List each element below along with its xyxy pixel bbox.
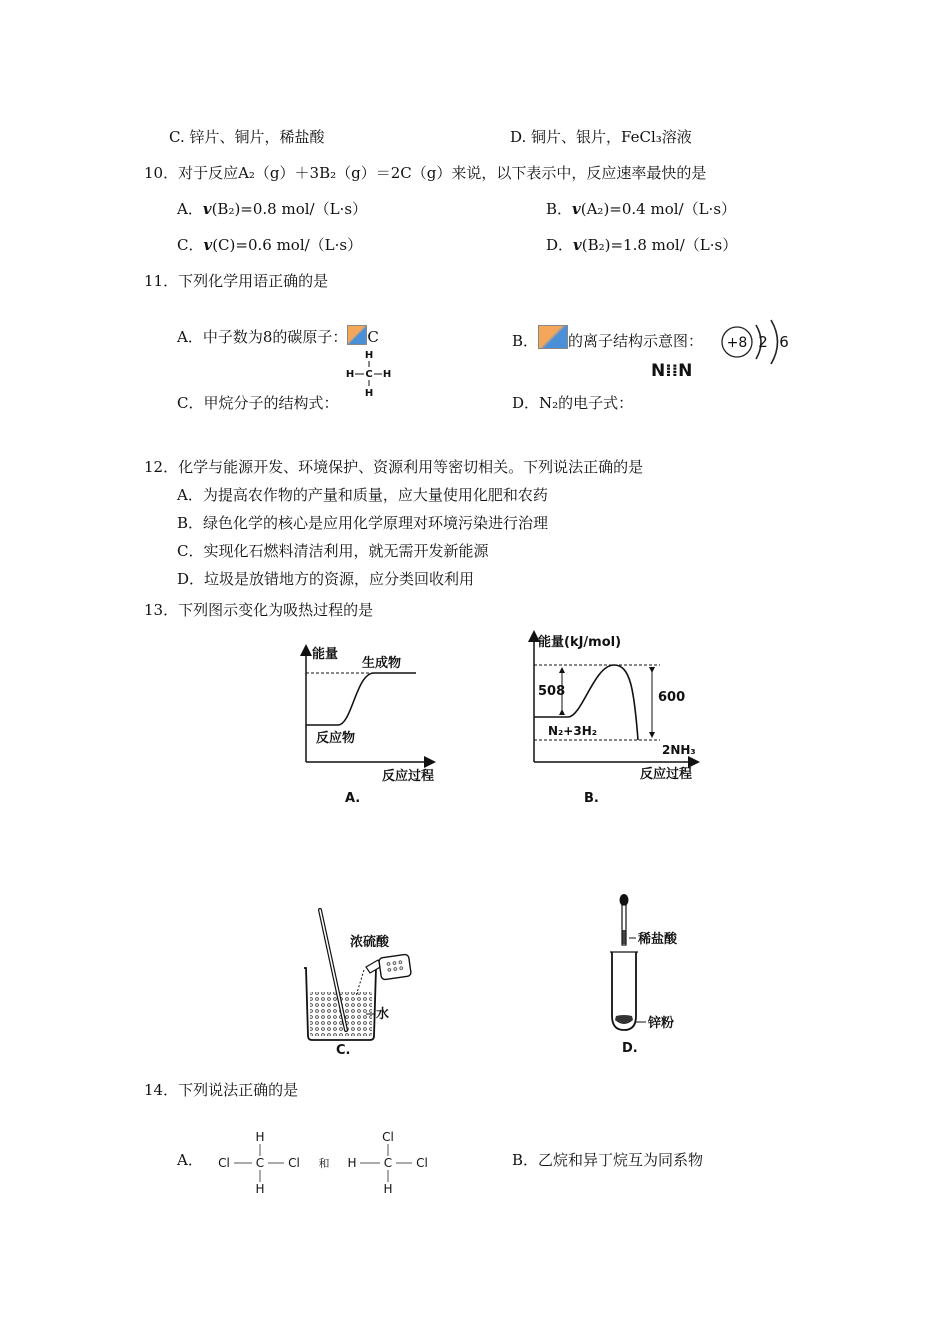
atom-right: Cl bbox=[416, 1156, 428, 1170]
product-label: 生成物 bbox=[362, 656, 402, 671]
acid-label: 稀盐酸 bbox=[638, 932, 678, 947]
acid-bottle bbox=[366, 954, 411, 980]
water-label: 水 bbox=[376, 1007, 390, 1022]
q9-option-c: C. 锌片、铜片，稀盐酸 bbox=[169, 128, 325, 146]
isotope-image-icon bbox=[347, 325, 367, 345]
atom-h-bottom: H bbox=[364, 388, 374, 399]
atom-left: H bbox=[347, 1156, 357, 1170]
q11-option-b bbox=[512, 325, 703, 350]
q10-option-d bbox=[546, 236, 737, 254]
zinc-label: 锌粉 bbox=[648, 1016, 675, 1031]
figure-caption: B. bbox=[584, 791, 599, 806]
molecule-1 bbox=[218, 1130, 300, 1196]
shell-2-electrons: 6 bbox=[779, 333, 789, 351]
option-value: (B₂)=0.8 mol/（L·s） bbox=[211, 200, 368, 218]
figure-caption: A. bbox=[345, 791, 361, 806]
atom-bottom: H bbox=[255, 1182, 265, 1196]
atom-h-right: H bbox=[382, 369, 392, 380]
option-value: (C)=0.6 mol/（L·s） bbox=[212, 236, 363, 254]
atom-center: C bbox=[383, 1156, 393, 1170]
q10-option-c bbox=[177, 236, 362, 254]
element-symbol: C bbox=[367, 328, 379, 346]
energy-curve bbox=[306, 673, 416, 725]
value-600: 600 bbox=[658, 690, 686, 705]
q9-option-d: D. 铜片、银片，FeCl₃溶液 bbox=[510, 128, 692, 146]
molecule-2 bbox=[347, 1130, 427, 1196]
shell-1-electrons: 2 bbox=[758, 333, 768, 351]
q14-option-b: B．乙烷和异丁烷互为同系物 bbox=[512, 1151, 704, 1169]
figure-b-energy-diagram bbox=[512, 628, 712, 810]
dropper-icon bbox=[620, 894, 629, 945]
option-value: (A₂)=0.4 mol/（L·s） bbox=[580, 200, 737, 218]
atom-h-top: H bbox=[364, 350, 374, 361]
atom-h-left: H bbox=[345, 369, 355, 380]
figure-d-test-tube bbox=[598, 892, 708, 1060]
product-label: 2NH₃ bbox=[662, 743, 696, 757]
electron-shell-2 bbox=[771, 320, 778, 364]
reactant-label: N₂+3H₂ bbox=[548, 724, 598, 738]
q11-option-a bbox=[177, 325, 379, 346]
atom-top: H bbox=[255, 1130, 265, 1144]
reactant-label: 反应物 bbox=[316, 731, 356, 746]
nucleus-charge: +8 bbox=[726, 335, 748, 351]
atom-left: Cl bbox=[218, 1156, 230, 1170]
q10-stem: 10．对于反应A₂（g）＋3B₂（g）＝2C（g）来说，以下表示中，反应速率最快的是 bbox=[144, 164, 707, 182]
q10-option-b bbox=[546, 200, 736, 218]
q10-option-a bbox=[177, 200, 367, 218]
figure-a-energy-diagram bbox=[290, 640, 450, 810]
x-axis-label: 反应过程 bbox=[640, 767, 693, 782]
q14-stem: 14．下列说法正确的是 bbox=[144, 1081, 299, 1099]
n2-electron-formula: N⁞⁞N bbox=[651, 361, 693, 381]
atom-top: Cl bbox=[382, 1130, 394, 1144]
atom-bottom: H bbox=[383, 1182, 393, 1196]
q12-option-d: D．垃圾是放错地方的资源，应分类回收利用 bbox=[177, 570, 475, 588]
q12-option-a: A．为提高农作物的产量和质量，应大量使用化肥和农药 bbox=[177, 486, 548, 504]
option-label: C． bbox=[177, 236, 204, 254]
atom-right: Cl bbox=[288, 1156, 300, 1170]
atom-c: C bbox=[365, 369, 373, 380]
q13-stem: 13．下列图示变化为吸热过程的是 bbox=[144, 601, 374, 619]
rate-symbol: v bbox=[573, 236, 582, 254]
option-value: (B₂)=1.8 mol/（L·s） bbox=[581, 236, 738, 254]
option-label: B． bbox=[546, 200, 573, 218]
x-axis-label: 反应过程 bbox=[382, 769, 435, 784]
ion-structure-diagram bbox=[718, 316, 798, 372]
rate-symbol: v bbox=[202, 200, 212, 218]
figure-c-dilution-apparatus bbox=[296, 900, 446, 1060]
figure-caption: C. bbox=[336, 1043, 351, 1058]
q11-option-d: D．N₂的电子式： bbox=[512, 394, 634, 412]
and-label: 和 bbox=[318, 1157, 330, 1170]
zinc-powder bbox=[615, 1015, 633, 1024]
dichloromethane-structures bbox=[212, 1126, 442, 1198]
q12-option-c: C．实现化石燃料清洁利用，就无需开发新能源 bbox=[177, 542, 489, 560]
methane-structure bbox=[344, 345, 398, 401]
rate-symbol: v bbox=[572, 200, 581, 218]
y-axis-label: 能量(kJ/mol) bbox=[538, 635, 622, 650]
option-text: A．中子数为8的碳原子： bbox=[177, 328, 348, 346]
figure-caption: D. bbox=[622, 1041, 638, 1056]
q12-stem: 12．化学与能源开发、环境保护、资源利用等密切相关。下列说法正确的是 bbox=[144, 458, 644, 476]
q14-option-a-label: A． bbox=[177, 1151, 203, 1169]
value-508: 508 bbox=[538, 684, 566, 699]
rate-symbol: v bbox=[203, 236, 213, 254]
ion-image-icon bbox=[538, 325, 568, 349]
acid-label: 浓硫酸 bbox=[350, 935, 390, 950]
option-label: B． bbox=[512, 332, 539, 350]
option-label: D． bbox=[546, 236, 574, 254]
option-label: A． bbox=[177, 200, 203, 218]
q12-option-b: B．绿色化学的核心是应用化学原理对环境污染进行治理 bbox=[177, 514, 549, 532]
atom-center: C bbox=[255, 1156, 265, 1170]
option-text: 的离子结构示意图： bbox=[568, 332, 704, 350]
q11-stem: 11．下列化学用语正确的是 bbox=[144, 272, 329, 290]
y-axis-label: 能量 bbox=[312, 647, 339, 662]
q11-option-c: C．甲烷分子的结构式： bbox=[177, 394, 339, 412]
